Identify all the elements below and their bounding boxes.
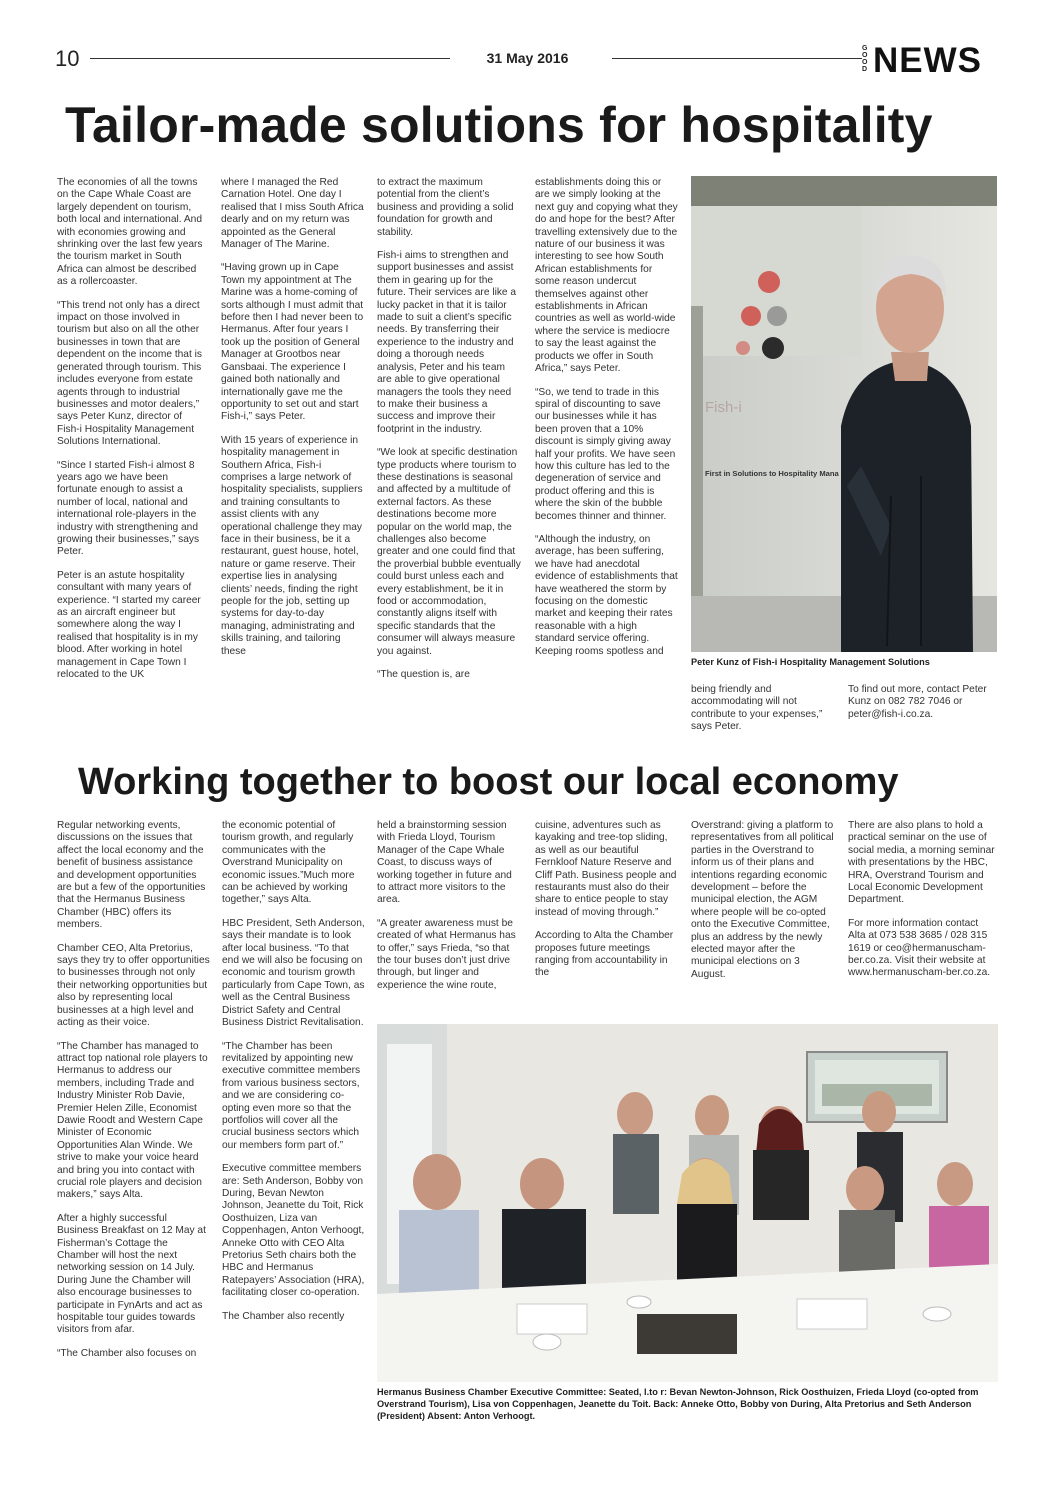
- article-2-column-1: Regular networking events, discussions on the issues that affect the local economy and the benefit of business assistance and development opportunities are but a few of the opportunities that the Hermanus Business Chamber (HBC) offers its members. Chamber CEO, Alta Pretorius, says they try to offer opportunities to businesses through not only their networking opportunities but also by representing local businesses at a high level and acting as their voice. “The Chamber has managed to attract top national role players to Hermanus to address our members, including Trade and Industry Minister Rob Davie, Premier Helen Zille, Economist Dawie Roodt and Western Cape Minister of Economic Opportunities Alan Winde. We strive to make your voice heard and bring you into contact with crucial role players and decision makers,” says Alta. After a highly successful Business Breakfast on 12 May at Fisherman’s Cottage the Chamber will host the next networking session on 14 July. During June the Chamber will also encourage businesses to participate in FynArts and act as hospitable tour guides towards visitors from afar. “The Chamber also focuses on: [57, 820, 210, 1359]
- article-1-column-4: establishments doing this or are we simply looking at the next guy and copying what they do and hope for the best? After travelling extensively due to the nature of our business it was interesting to see how South African establishments for some reason undercut themselves against other establishments in African countries as well as world-wide where the service is mediocre to say the least against the products we offer in South Africa,” says Peter. “So, we tend to trade in this spiral of discounting to save our businesses while it has been proven that a 10% discount is simply giving away half your profits. We have seen how this culture has led to the degeneration of service and product offering and this is where the skin of the bubble becomes thinner and thinner. “Although the industry, on average, has been suffering, we have had anecdotal evidence of establishments that have weathered the storm by focusing on the domestic market and keeping their rates reasonable with a high standard service offering. Keeping rooms spotless and: [535, 177, 678, 657]
- committee-illustration: [377, 1024, 998, 1382]
- photo-1-caption: Peter Kunz of Fish-i Hospitality Management Solutions: [691, 657, 930, 667]
- sign-logo-text: Fish-i: [705, 399, 742, 416]
- photo-2-caption: Hermanus Business Chamber Executive Committee: Seated, l.to r: Bevan Newton-Johnson, Rick Oosthuizen, Frieda Lloyd (co-opted from Overstrand Tourism), Lisa von Coppenhagen, Jeanette du Toit. Back: Anneke Otto, Bobby von During, Alta Pretorius and Seth Anderson (President) Absent: Anton Verhoogt.: [377, 1387, 979, 1421]
- article-1-column-6: To find out more, contact Peter Kunz on 082 782 7046 or peter@fish-i.co.za.: [848, 684, 987, 720]
- article-2-column-4: cuisine, adventures such as kayaking and tree-top sliding, as well as our beautiful Fernkloof Nature Reserve and Cliff Path. Business people and restaurants must also do their share to entice people to stay instead of moving through.” According to Alta the Chamber proposes future meetings ranging from accountability in the: [535, 820, 677, 979]
- committee-photo: [377, 1024, 998, 1382]
- article-1-column-5: being friendly and accommodating will not contribute to your expenses,” says Peter.: [691, 684, 823, 733]
- brand-name: NEWS: [873, 41, 982, 80]
- article-2-column-2: the economic potential of tourism growth, and regularly communicates with the Overstrand Municipality on economic issues.”Much more can be achieved by working together,” says Alta. HBC President, Seth Anderson, says their mandate is to look after local business. “To that end we will also be focusing on economic and tourism growth particularly from Cape Town, as well as the Central Business District Safety and Central Business District Revitalisation. “The Chamber has been revitalized by appointing new executive committee members from various business sectors, and we are considering co-opting even more so that the portfolios will cover all the crucial business sectors which our members form part of.” Executive committee members are: Seth Anderson, Bobby von During, Bevan Newton Johnson, Jeanette du Toit, Rick Oosthuizen, Liza van Coppenhagen, Anton Verhoogt, Anneke Otto with CEO Alta Pretorius Seth chairs both the HBC and Hermanus Ratepayers’ Association (HRA), facilitating closer co-operation. The Chamber also recently: [222, 820, 365, 1322]
- article-1-column-3: to extract the maximum potential from the client’s business and providing a solid foundation for growth and stability. Fish-i aims to strengthen and support businesses and assist them in gearing up for the future. Their services are like a lucky packet in that it is tailor made to suit a client’s specific needs. By transferring their experience to the industry and doing a thorough needs analysis, Peter and his team are able to give operational managers the tools they need to make their business a success and improve their footprint in the industry. “We look at specific destination type products where tourism to these destinations is seasonal and affected by a multitude of external factors. As these destinations become more popular on the world map, the challenges also become greater and one could find that the proverbial bubble eventually could burst unless each and every establishment, be it in food or accommodation, constantly aligns itself with specific standards that the consumer will always measure you against. “The question is, are: [377, 177, 521, 681]
- photo-illustration: [691, 176, 997, 652]
- article-2-column-3: held a brainstorming session with Frieda Lloyd, Tourism Manager of the Cape Whale Coast, to discuss ways of working together in future and to attract more visitors to the area. “A greater awareness must be created of what Hermanus has to offer,” says Frieda, “so that the tour buses don’t just drive through, but linger and experience the wine route,: [377, 820, 516, 991]
- article-1-headline: Tailor-made solutions for hospitality: [65, 97, 933, 153]
- issue-date: 31 May 2016: [486, 50, 569, 66]
- article-1-column-2: where I managed the Red Carnation Hotel. One day I realised that I miss South Africa dearly and on my return was appointed as the General Manager of The Marine. “Having grown up in Cape Town my appointment at The Marine was a home-coming of sorts although I must admit that before then I had never been to Hermanus. After four years I took up the position of General Manager at Grootbos near Gansbaai. The experience I gained both nationally and internationally gave me the opportunity to set out and start Fish-i,” says Peter. With 15 years of experience in hospitality management in Southern Africa, Fish-i comprises a large network of hospitality specialists, suppliers and training consultants to assist clients with any operational challenge they may face in their business, be it a restaurant, guest house, hotel, nature or game reserve. Their expertise lies in analysing clients’ needs, finding the right people for the job, setting up systems for day-to-day managing, administrating and skills training, and tailoring these: [221, 177, 364, 657]
- article-2-column-6: There are also plans to hold a practical seminar on the use of social media, a morning seminar with presentations by the HBC, HRA, Overstrand Tourism and Local Economic Development Department. For more information contact Alta at 073 538 3685 / 028 315 1619 or ceo@hermanuscham-ber.co.za. Visit their website at www.hermanuscham-ber.co.za.: [848, 820, 995, 979]
- sign-text: First in Solutions to Hospitality Mana: [705, 469, 839, 478]
- page-number: 10: [55, 46, 80, 71]
- article-2-column-5: Overstrand: giving a platform to representatives from all political parties in the Overstrand to inform us of their plans and intentions regarding economic development – before the municipal election, the AGM where people will be co-opted onto the Executive Committee, plus an address by the newly elected mayor after the municipal elections on 3 August.: [691, 820, 834, 980]
- brand-small: GOOD: [862, 45, 868, 73]
- header-rule-right: [612, 58, 862, 59]
- peter-kunz-photo: [691, 176, 997, 652]
- header-rule-left: [90, 58, 450, 59]
- article-2-headline: Working together to boost our local economy: [78, 761, 899, 803]
- article-1-column-1: The economies of all the towns on the Cape Whale Coast are largely dependent on tourism, both local and international. And with economies growing and shrinking over the last few years the tourism market in South Africa can almost be described as a rollercoaster. “This trend not only has a direct impact on those involved in tourism but also on all the other businesses in town that are dependent on the income that is generated through tourism. This includes everyone from estate agents through to industrial businesses and motor dealers,” says Peter Kunz, director of Fish-i Hospitality Management Solutions International. “Since I started Fish-i almost 8 years ago we have been fortunate enough to assist a number of local, national and international role-players in the industry with strengthening and growing their businesses,” says Peter. Peter is an astute hospitality consultant with many years of experience. “I started my career as an aircraft engineer but somewhere along the way I realised that hospitality is in my blood. After working in hotel management in Cape Town I relocated to the UK: [57, 177, 203, 681]
